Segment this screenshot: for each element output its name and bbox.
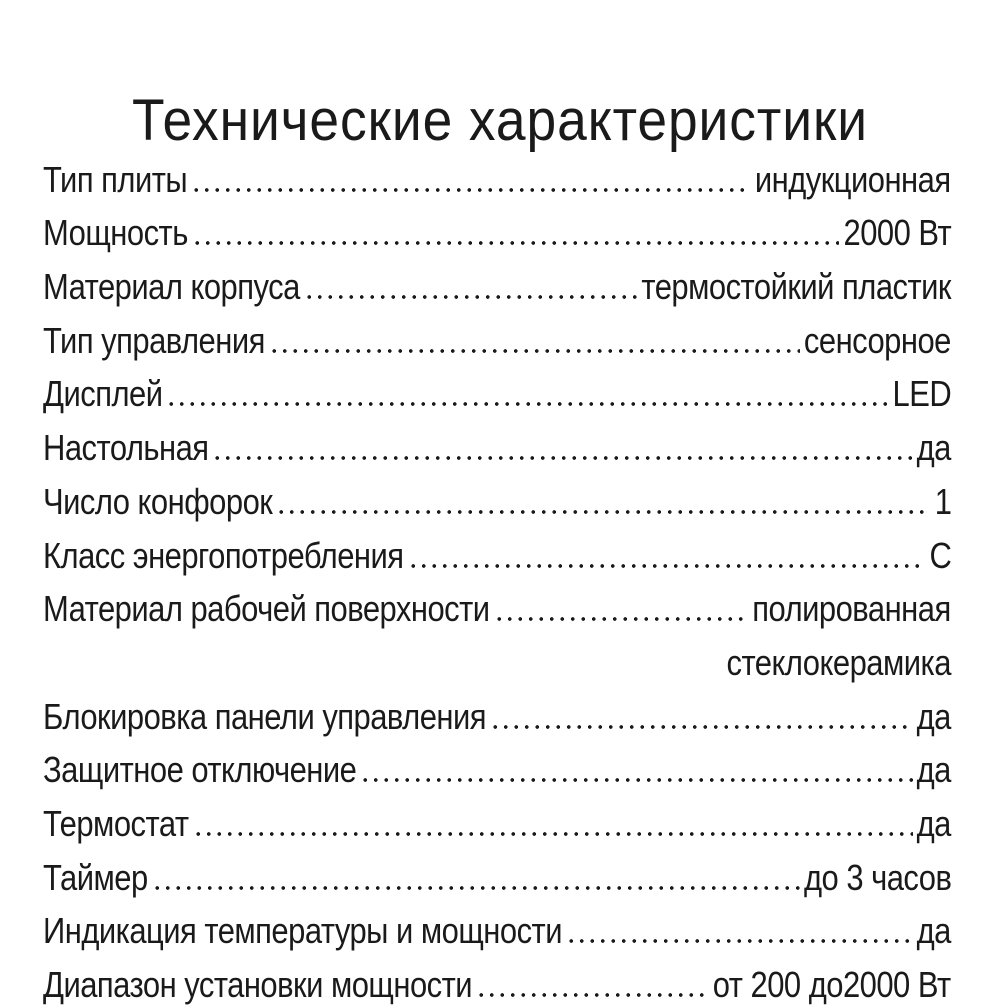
spec-row: [43, 685, 951, 739]
spec-value: C: [929, 534, 951, 576]
spec-name: Термостат: [43, 802, 189, 844]
spec-row: [43, 846, 951, 900]
spec-row: [43, 900, 951, 954]
spec-name: Тип плиты: [43, 158, 188, 200]
spec-value: да: [916, 749, 951, 791]
dot-leader: [494, 615, 749, 623]
spec-name: Блокировка панели управления: [43, 695, 487, 737]
spec-row-continuation: [43, 631, 951, 685]
dot-leader: [269, 347, 800, 355]
spec-value: от 200 до2000 Вт: [713, 964, 951, 1005]
spec-value: 1: [934, 480, 951, 522]
spec-name: Тип управления: [43, 319, 265, 361]
spec-row: [43, 524, 951, 578]
spec-row: [43, 309, 951, 363]
spec-value: термостойкий пластик: [641, 266, 951, 308]
dot-leader: [191, 186, 751, 194]
spec-list: [43, 148, 951, 1007]
spec-row: [43, 578, 951, 632]
dot-leader: [152, 884, 800, 892]
dot-leader: [192, 239, 839, 247]
dot-leader: [566, 937, 913, 945]
dot-leader: [304, 293, 638, 301]
spec-value: стеклокерамика: [726, 641, 951, 683]
spec-name: Класс энергопотребления: [43, 534, 404, 576]
spec-value: да: [916, 910, 951, 952]
spec-value: полированная: [752, 588, 951, 630]
dot-leader: [276, 508, 930, 516]
spec-name: Таймер: [43, 856, 148, 898]
spec-value: 2000 Вт: [843, 212, 951, 254]
spec-name: Настольная: [43, 427, 209, 469]
spec-name: Материал рабочей поверхности: [43, 588, 490, 630]
spec-name: Индикация температуры и мощности: [43, 910, 562, 952]
dot-leader: [212, 454, 912, 462]
spec-value: да: [916, 427, 951, 469]
spec-row: [43, 148, 951, 202]
spec-value: сенсорное: [804, 319, 951, 361]
spec-row: [43, 202, 951, 256]
dot-leader: [408, 562, 926, 570]
spec-value: до 3 часов: [803, 856, 951, 898]
dot-leader: [476, 991, 709, 999]
dot-leader: [166, 400, 888, 408]
spec-row: [43, 739, 951, 793]
spec-value: да: [916, 802, 951, 844]
dot-leader: [360, 776, 912, 784]
spec-value: LED: [892, 373, 951, 415]
page-title: Технические характеристики: [132, 87, 868, 153]
spec-row: [43, 792, 951, 846]
spec-value: индукционная: [755, 158, 951, 200]
spec-name: Защитное отключение: [43, 749, 357, 791]
spec-row: [43, 470, 951, 524]
dot-leader: [490, 723, 913, 731]
spec-name: Дисплей: [43, 373, 163, 415]
spec-name: Мощность: [43, 212, 188, 254]
spec-row: [43, 255, 951, 309]
spec-name: Число конфорок: [43, 480, 273, 522]
spec-name: Диапазон установки мощности: [43, 964, 473, 1005]
spec-row: [43, 416, 951, 470]
spec-value: да: [916, 695, 951, 737]
spec-name: Материал корпуса: [43, 266, 300, 308]
spec-row: [43, 363, 951, 417]
spec-row: [43, 953, 951, 1007]
dot-leader: [193, 830, 913, 838]
